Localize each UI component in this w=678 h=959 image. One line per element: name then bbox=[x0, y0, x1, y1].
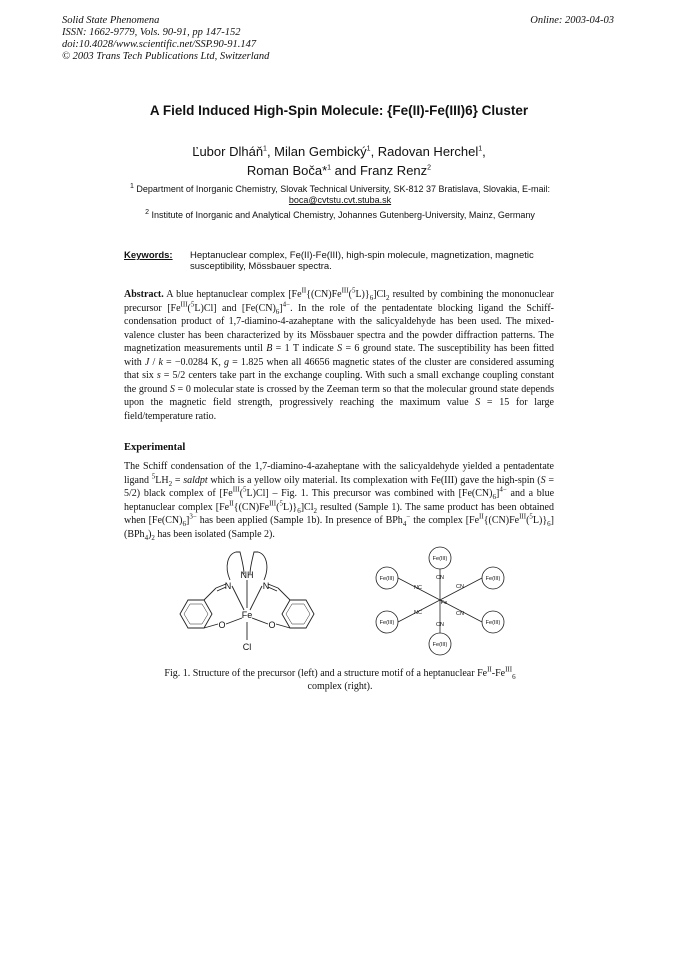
sub: 2 bbox=[168, 479, 173, 488]
text: ] bbox=[496, 488, 500, 499]
journal-doi: doi:10.4028/www.scientific.net/SSP.90-91.147 bbox=[62, 39, 257, 50]
text: = 0 molecular state is crossed by the Zeeman term so that the molecular ground state depends upon the magnetic field strength, progressively reaching the maximum value bbox=[124, 383, 555, 408]
text: and a blue heptanuclear complex [Fe bbox=[124, 488, 555, 513]
text: ( bbox=[348, 289, 352, 300]
precursor-structure bbox=[172, 548, 322, 658]
text: = 1 T indicate bbox=[272, 343, 338, 354]
journal-copyright: © 2003 Trans Tech Publications Ltd, Switzerland bbox=[62, 51, 270, 62]
sup: 5 bbox=[529, 512, 533, 521]
affil-mark: 1 bbox=[129, 183, 134, 190]
text: / bbox=[149, 356, 159, 368]
sub: 6 bbox=[182, 520, 186, 528]
italic: saldpt bbox=[183, 474, 208, 486]
text: L)Cl] and [Fe(CN) bbox=[194, 302, 276, 314]
atom-cl: Cl bbox=[242, 642, 252, 652]
fe3-label: Fe(III) bbox=[379, 576, 395, 582]
text: ]Cl bbox=[300, 501, 314, 513]
author-line-1 bbox=[0, 144, 678, 159]
text: = bbox=[172, 474, 184, 486]
sub: 6 bbox=[297, 506, 301, 515]
atom-o: O bbox=[218, 620, 226, 630]
sup: III bbox=[519, 512, 527, 521]
heptanuclear-motif bbox=[370, 544, 510, 662]
sup: − bbox=[406, 512, 411, 521]
sub: 2 bbox=[151, 533, 155, 542]
text: ( bbox=[526, 515, 530, 526]
affil-mark: 2 bbox=[427, 164, 432, 172]
text: Fig. 1. Structure of the precursor (left) and a structure motif of a heptanuclear Fe bbox=[164, 668, 488, 679]
sub: 6 bbox=[492, 493, 496, 501]
sup: III bbox=[180, 300, 188, 309]
sup: 5 bbox=[243, 485, 247, 494]
sup: 4− bbox=[282, 300, 291, 309]
sup: II bbox=[479, 512, 484, 521]
text: ] bbox=[185, 515, 190, 526]
author-name: , Milan Gembický bbox=[266, 144, 367, 159]
text: ( bbox=[187, 302, 191, 314]
atom-o: O bbox=[268, 620, 276, 630]
italic: S bbox=[540, 474, 546, 486]
text: = 15 for large field/temperature ratio. bbox=[124, 397, 554, 422]
text: A blue heptanuclear complex [Fe bbox=[163, 289, 302, 300]
affil-mark: 2 bbox=[145, 209, 150, 216]
affiliation-2 bbox=[110, 210, 570, 221]
text: {(CN)Fe bbox=[483, 515, 520, 526]
text: ( bbox=[239, 488, 244, 499]
fe3-label: Fe(III) bbox=[432, 642, 448, 648]
author-name: and Franz Renz bbox=[331, 163, 428, 178]
text: resulted (Sample 1). The same product has been obtained when [Fe(CN) bbox=[124, 501, 554, 526]
fe3-label: Fe(III) bbox=[432, 556, 448, 562]
sub: 4 bbox=[402, 520, 407, 528]
author-sep: , bbox=[482, 144, 486, 159]
text: has been isolated (Sample 2). bbox=[154, 528, 275, 540]
sup: II bbox=[301, 286, 307, 295]
author-name: , Radovan Herchel bbox=[370, 144, 479, 159]
text: ](BPh bbox=[124, 515, 555, 540]
text: ]Cl bbox=[373, 289, 386, 300]
text: ) bbox=[148, 528, 152, 540]
italic: s bbox=[156, 370, 161, 381]
affil-mark: 1 bbox=[327, 164, 332, 172]
text: {(CN)Fe bbox=[306, 289, 342, 300]
affiliation-text: Department of Inorganic Chemistry, Slovak Technical University, SK-812 37 Bratislava, Slovakia, E-mail: bbox=[136, 184, 551, 194]
sub: 2 bbox=[313, 506, 317, 515]
text: -Fe bbox=[491, 668, 506, 679]
text: L)Cl] – Fig. 1. This precursor was combined with [Fe(CN) bbox=[246, 488, 493, 499]
nc-label: NC bbox=[414, 585, 422, 591]
sup: III bbox=[341, 286, 349, 295]
atom-fe: Fe bbox=[241, 610, 253, 620]
italic: B bbox=[266, 343, 273, 354]
sup: 5 bbox=[351, 286, 356, 295]
text: = −0.0284 K, bbox=[162, 356, 224, 368]
sub: 4 bbox=[144, 533, 149, 542]
phenyl-ring-inner bbox=[184, 604, 208, 624]
phenyl-ring-inner bbox=[286, 604, 310, 624]
cn-label: CN bbox=[436, 622, 444, 628]
affiliation-text: Institute of Inorganic and Analytical Chemistry, Johannes Gutenberg-University, Mainz, Germany bbox=[151, 210, 535, 220]
text: . In the role of the pentadentate blocking ligand the Schiff-condensation product of 1,7-diamino-4-azaheptane with the salicyaldehyde has been used. The mixed-valence cluster has been characterized by its Mössbauer spectra and the powder diffraction patterns. The magnetization measurements until bbox=[124, 302, 554, 354]
sub: 6 bbox=[512, 673, 516, 681]
italic: S bbox=[475, 397, 481, 408]
cn-label: CN bbox=[456, 611, 464, 617]
journal-header bbox=[62, 15, 269, 63]
sup: 3− bbox=[189, 512, 197, 521]
sup: 5 bbox=[190, 300, 195, 309]
italic: g bbox=[223, 356, 229, 368]
text: = 6 ground state. The susceptibility has been fitted with bbox=[124, 343, 554, 368]
text: {(CN)Fe bbox=[233, 501, 270, 513]
journal-issn: ISSN: 1662-9779, Vols. 90-91, pp 147-152 bbox=[62, 27, 241, 38]
italic: J bbox=[144, 356, 150, 368]
italic: k bbox=[158, 356, 163, 368]
cn-label: CN bbox=[436, 575, 444, 581]
text: ] bbox=[279, 302, 283, 314]
section-heading: Experimental bbox=[124, 442, 186, 453]
sup: III bbox=[269, 499, 277, 508]
italic: S bbox=[169, 383, 175, 395]
text: L)} bbox=[355, 289, 370, 300]
text: L)} bbox=[532, 515, 548, 526]
sub: 6 bbox=[369, 294, 374, 302]
atom-nh: NH bbox=[240, 570, 254, 580]
email-link[interactable]: boca@cvtstu.cvt.stuba.sk bbox=[288, 195, 392, 205]
sub: 6 bbox=[547, 520, 551, 528]
paper-title: A Field Induced High-Spin Molecule: {Fe(II)-Fe(III)6} Cluster bbox=[149, 103, 529, 118]
abstract-label: Abstract. bbox=[124, 289, 164, 300]
affil-mark: 1 bbox=[478, 145, 483, 153]
figure-caption bbox=[150, 667, 530, 693]
text: resulted by combining the mononuclear precursor [Fe bbox=[124, 289, 554, 314]
sub: 2 bbox=[385, 294, 390, 302]
affil-mark: 1 bbox=[263, 145, 267, 153]
author-line-2 bbox=[0, 163, 678, 178]
text: complex (right). bbox=[307, 681, 373, 692]
text: L)} bbox=[282, 501, 298, 513]
atom-n: N bbox=[262, 581, 270, 591]
sup: III bbox=[505, 665, 513, 674]
fe-center-label: Fe bbox=[440, 600, 448, 606]
sup: III bbox=[232, 485, 240, 494]
text: = 5/2 centers take part in the exchange coupling. With such a small exchange coupling constant the ground bbox=[124, 370, 554, 395]
affil-mark: 1 bbox=[366, 145, 371, 153]
fe3-label: Fe(III) bbox=[485, 576, 501, 582]
atom-n: N bbox=[224, 581, 232, 591]
sup: 4− bbox=[499, 485, 507, 494]
italic: S bbox=[337, 343, 343, 354]
text: = 5/2) black complex of [Fe bbox=[124, 474, 555, 499]
text: LH bbox=[155, 474, 169, 486]
text: The Schiff condensation of the 1,7-diamino-4-azaheptane with the salicyaldehyde yielded a pentadentate ligand bbox=[124, 461, 554, 486]
text: which is a yellow oily material. Its complexation with Fe(III) gave the high-spin ( bbox=[207, 474, 541, 486]
author-name: Ľubor Dlháň bbox=[192, 144, 264, 159]
nc-label: NC bbox=[414, 610, 422, 616]
sup: 5 bbox=[151, 472, 156, 481]
sup: II bbox=[487, 665, 492, 674]
journal-name: Solid State Phenomena bbox=[62, 15, 160, 26]
cn-label: CN bbox=[456, 584, 464, 590]
text: = 1.825 when all 46656 magnetic states of the cluster are considered assuming that six bbox=[124, 356, 554, 381]
keywords-label: Keywords: bbox=[124, 250, 173, 261]
fe3-label: Fe(III) bbox=[485, 620, 501, 626]
sup: II bbox=[229, 499, 234, 508]
experimental-paragraph bbox=[124, 460, 554, 541]
keywords-text: Heptanuclear complex, Fe(II)-Fe(III), high-spin molecule, magnetization, magnetic susceptibility, Mössbauer spectra. bbox=[190, 250, 534, 272]
sub: 6 bbox=[275, 307, 280, 316]
sup: 5 bbox=[279, 499, 283, 508]
online-date: Online: 2003-04-03 bbox=[530, 15, 614, 26]
text: the complex [Fe bbox=[410, 515, 480, 526]
affiliation-1 bbox=[110, 184, 570, 206]
text: ( bbox=[276, 501, 280, 513]
fe3-label: Fe(III) bbox=[379, 620, 395, 626]
text: has been applied (Sample 1b). In presence of BPh bbox=[196, 515, 403, 526]
abstract bbox=[124, 288, 554, 423]
author-name: Roman Boča* bbox=[246, 163, 328, 178]
